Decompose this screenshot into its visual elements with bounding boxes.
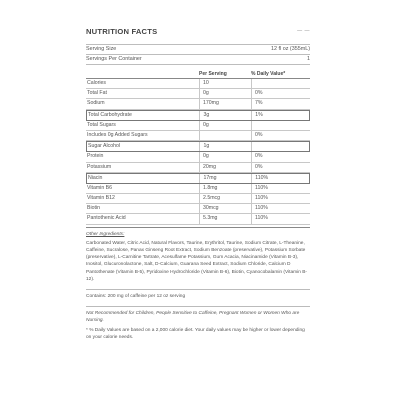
nutrient-row (86, 89, 310, 99)
nutrient-amount: 17mg (199, 174, 251, 183)
nutrient-amount: 170mg (199, 99, 251, 108)
nutrient-daily-value: 110% (251, 174, 309, 183)
nutrient-daily-value: 0% (251, 163, 309, 172)
nutrient-amount: 0g (199, 89, 251, 98)
nutrient-name: Vitamin B6 (87, 184, 112, 191)
nutrient-row (86, 79, 310, 89)
nutrient-daily-value: 110% (251, 214, 309, 223)
servings-per-container-value: 1 (307, 56, 310, 62)
nutrient-amount: 0g (199, 152, 251, 161)
nutrient-row (86, 184, 310, 194)
serving-size-value: 12 fl oz (355mL) (271, 46, 310, 52)
nutrient-daily-value: 1% (251, 111, 309, 120)
nutrient-row (86, 131, 310, 141)
nutrient-name: Includes 0g Added Sugars (87, 131, 148, 138)
panel-header (86, 22, 310, 36)
header-per-serving: Per Serving (199, 71, 227, 77)
nutrient-name: Potassium (87, 163, 112, 170)
nutrient-row (86, 141, 310, 152)
nutrient-row (86, 173, 310, 184)
nutrient-name: Biotin (87, 205, 100, 212)
nutrient-daily-value: 0% (251, 152, 309, 161)
nutrient-amount: 1g (199, 142, 251, 151)
nutrient-name: Protein (87, 153, 104, 160)
nutrient-name: Calories (87, 80, 107, 86)
nutrient-amount: 1.8mg (199, 184, 251, 193)
ingredients-text: Carbonated Water, Citric Acid, Natural Flavors, Taurine, Erythritol, Taurine, Sodium Citrate, L-Theanine, Caffeine, Sucralose, Panax Ginseng Root Extract, Sodium Benzoate (preservative), Potassium Sorbate (preservative), L-Carnitine Tartrate, Acesulfame Potassium, Gum Acacia, Niacinamide (Vitamin B-3), Inositol, Glucuronolactone, Salt, D-Calcium, Guarana Seed Extract, Sodium Chloride, Calcium D Pantothenate (Vitamin B-5), Pyridoxine Hydrochloride (Vitamin B-6), Biotin, Cyanocobalamin (Vitamin B-12). (86, 240, 308, 282)
nutrient-amount: 5.3mg (199, 214, 251, 223)
close-icon[interactable]: — — (297, 28, 310, 34)
nutrient-daily-value: 7% (251, 99, 309, 108)
nutrient-daily-value: 0% (251, 89, 309, 98)
nutrient-name: Vitamin B12 (87, 195, 115, 202)
nutrient-name: Total Sugars (87, 121, 116, 128)
nutrition-facts-panel (86, 22, 310, 341)
nutrient-daily-value (251, 142, 309, 151)
nutrient-table (86, 79, 310, 225)
servings-per-container-row (86, 55, 310, 65)
header-daily-value: % Daily Value* (251, 71, 286, 77)
ingredients-section (86, 227, 310, 283)
nutrient-daily-value: 0% (251, 131, 309, 140)
daily-value-footnote: * % Daily Values are based on a 2,000 calorie diet. Your daily values may be higher or lower depending on your calorie needs. (86, 328, 305, 341)
caffeine-content: Contains: 200 mg of caffeine per 12 oz serving (86, 289, 310, 300)
nutrient-table-header (86, 70, 310, 79)
serving-size-row (86, 44, 310, 55)
nutrient-name: Total Carbohydrate (88, 111, 132, 118)
nutrient-name: Sodium (87, 100, 105, 107)
nutrient-name: Niacin (88, 174, 103, 181)
nutrient-daily-value (251, 121, 309, 130)
nutrient-row (86, 214, 310, 224)
nutrient-amount (199, 131, 251, 140)
nutrient-amount: 20mg (199, 163, 251, 172)
ingredients-heading: Other Ingredients: (86, 231, 125, 237)
nutrient-amount: 10 (199, 79, 251, 88)
nutrient-name: Pantothenic Acid (87, 215, 126, 222)
nutrient-row (86, 121, 310, 131)
nutrient-daily-value: 110% (251, 184, 309, 193)
nutrient-amount: 3g (199, 111, 251, 120)
nutrient-amount: 0g (199, 121, 251, 130)
nutrient-row (86, 163, 310, 173)
nutrient-row (86, 152, 310, 162)
nutrient-daily-value: 110% (251, 204, 309, 213)
warning-text: Not Recommended for Children, People Sensitive to Caffeine, Pregnant Women or Women Who are Nursing. (86, 306, 310, 324)
nutrient-daily-value: 110% (251, 194, 309, 203)
panel-title: NUTRITION FACTS (86, 27, 158, 36)
servings-per-container-label: Servings Per Container (86, 56, 142, 62)
nutrient-row (86, 110, 310, 121)
nutrient-daily-value (251, 79, 309, 88)
nutrient-name: Total Fat (87, 90, 107, 97)
nutrient-row (86, 99, 310, 109)
serving-size-label: Serving Size (86, 46, 117, 52)
nutrient-amount: 2.5mcg (199, 194, 251, 203)
header-name (86, 70, 199, 78)
nutrient-name: Sugar Alcohol (88, 143, 121, 150)
nutrient-amount: 30mcg (199, 204, 251, 213)
nutrient-row (86, 204, 310, 214)
nutrient-row (86, 194, 310, 204)
